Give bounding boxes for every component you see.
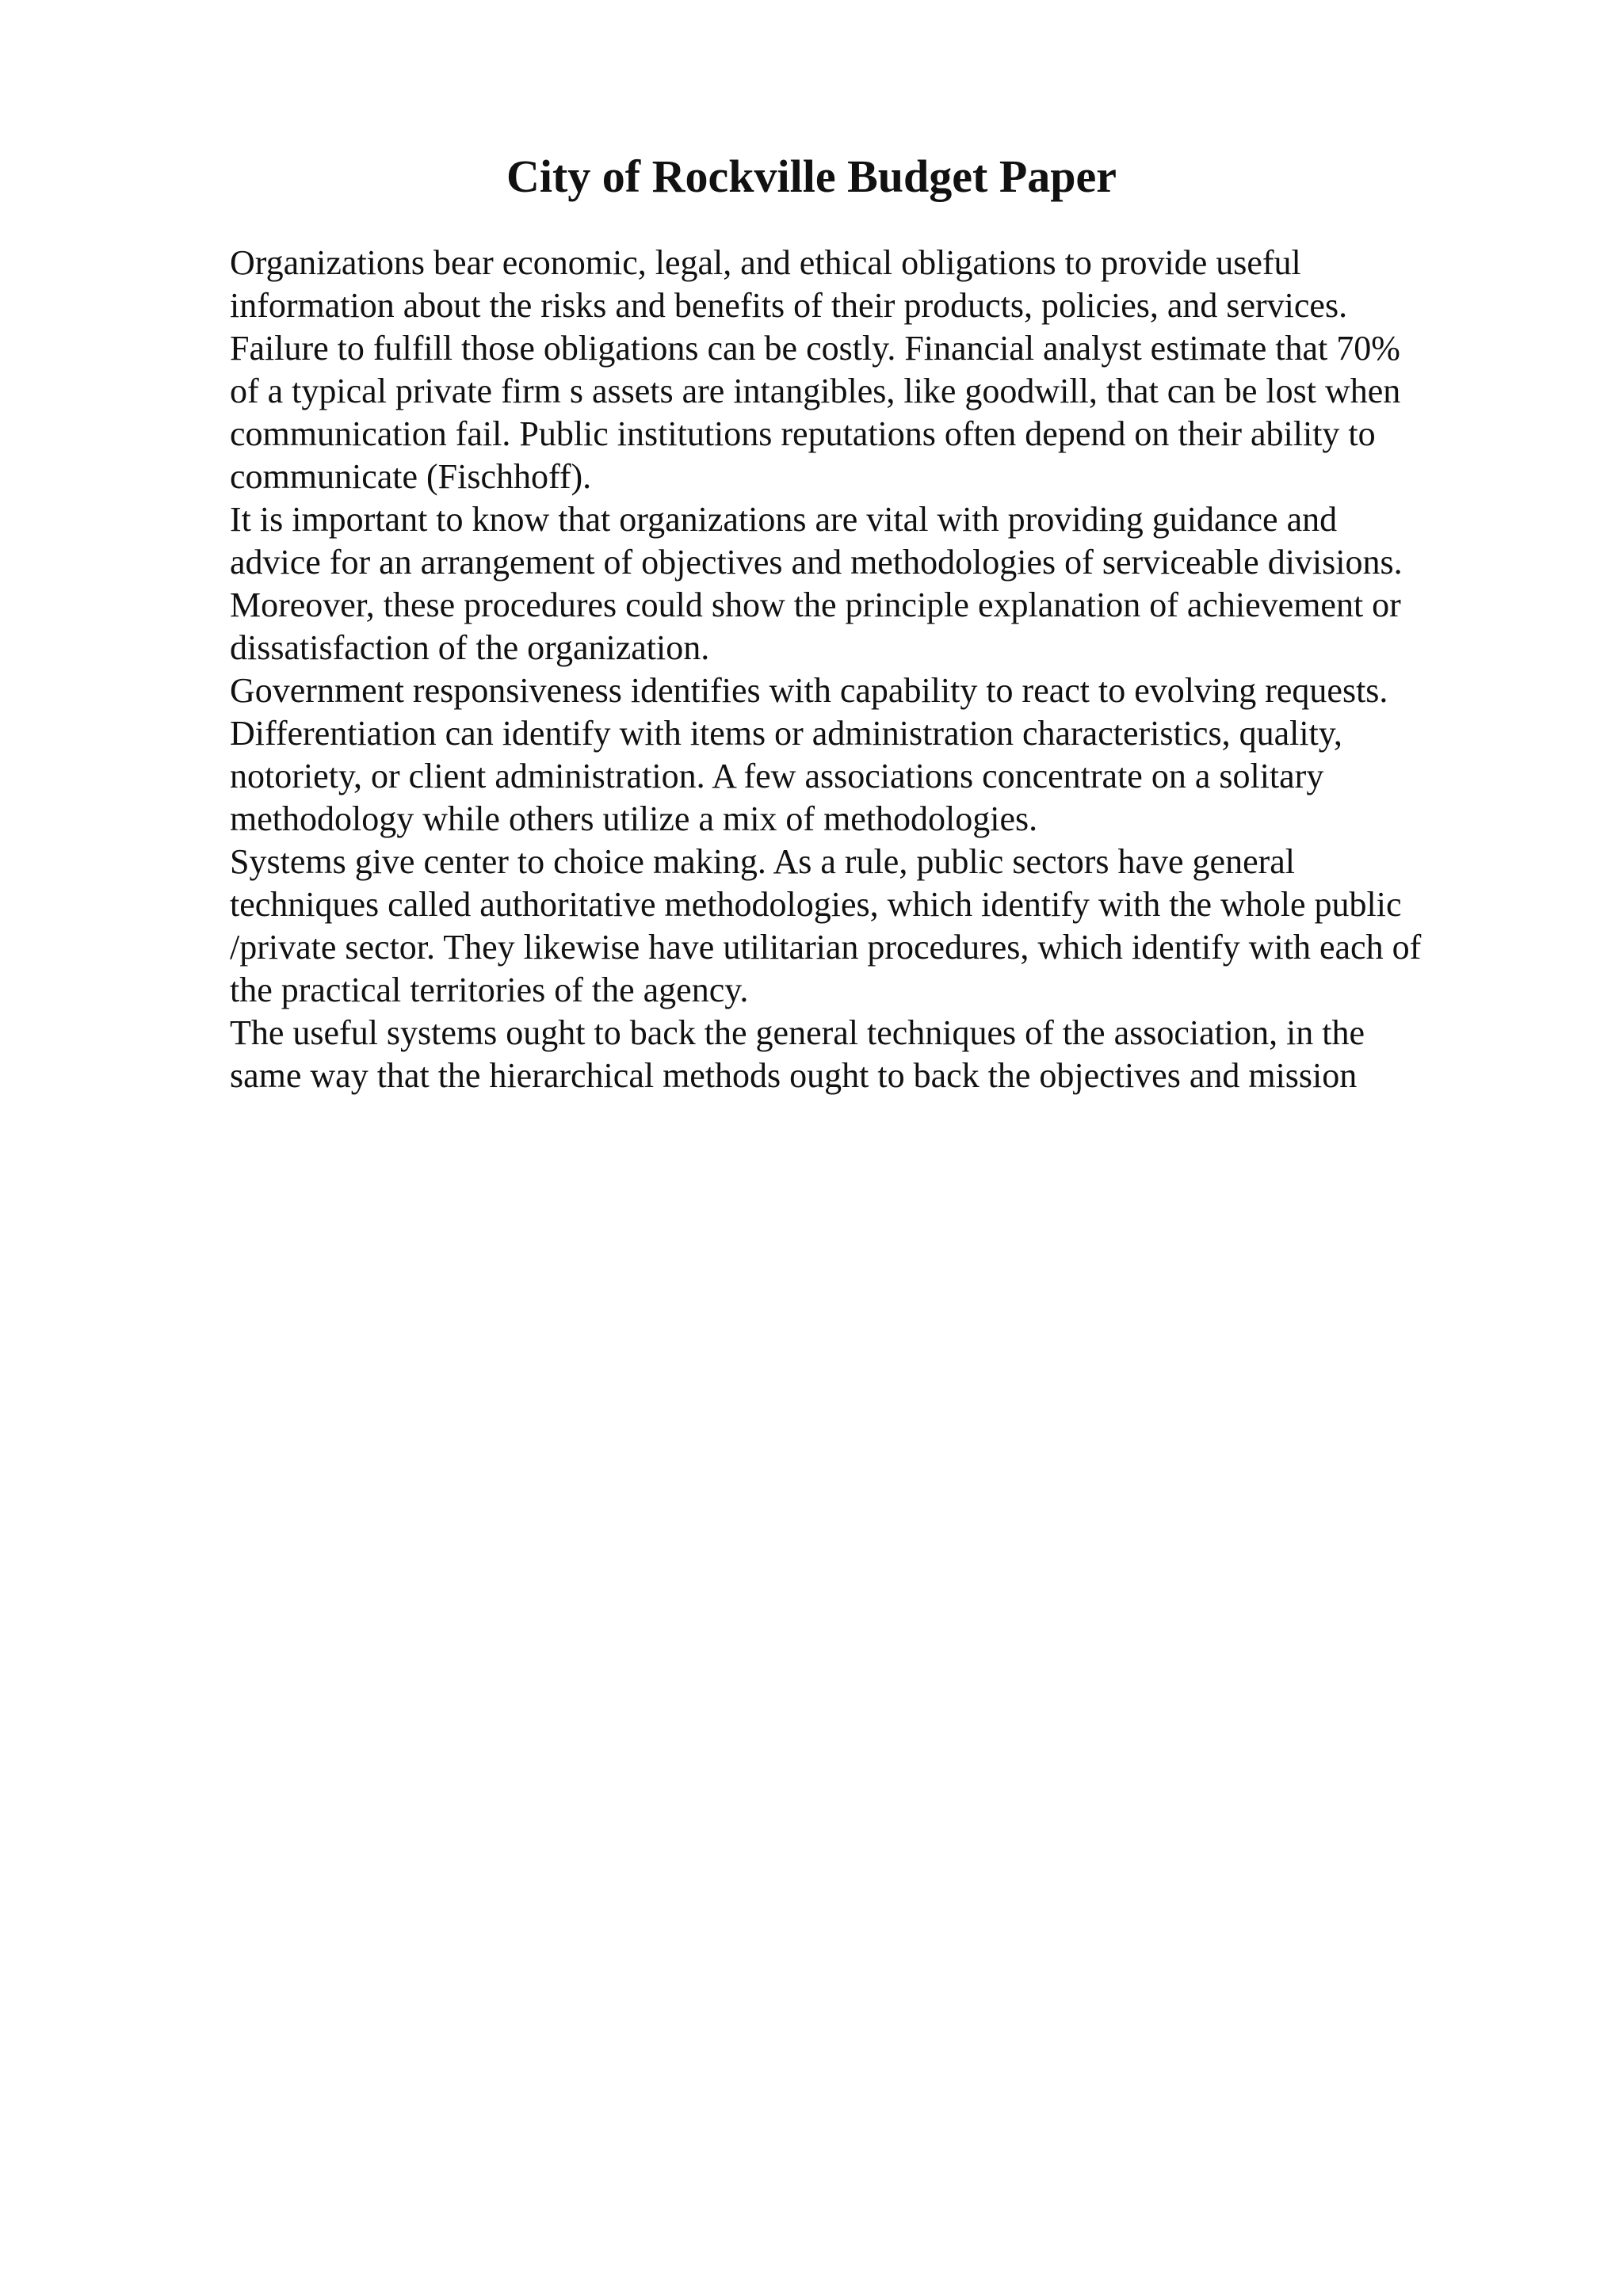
body-line: Systems give center to choice making. As a rule, public sectors have general [230, 842, 1296, 881]
body-line: same way that the hierarchical methods ought to back the objectives and mission [230, 1056, 1358, 1095]
body-line: the practical territories of the agency. [230, 971, 749, 1009]
body-line: Failure to fulfill those obligations can be costly. Financial analyst estimate that 70% [230, 329, 1400, 368]
body-line: notoriety, or client administration. A few associations concentrate on a solitary [230, 757, 1324, 795]
document-title: City of Rockville Budget Paper [506, 151, 1117, 202]
body-line: It is important to know that organizations are vital with providing guidance and [230, 500, 1338, 539]
body-line: methodology while others utilize a mix of methodologies. [230, 799, 1038, 838]
body-line: Organizations bear economic, legal, and ethical obligations to provide useful [230, 243, 1301, 282]
body-line: dissatisfaction of the organization. [230, 628, 710, 667]
body-line: techniques called authoritative methodologies, which identify with the whole public [230, 885, 1402, 924]
document-body [230, 242, 1514, 1097]
body-line: information about the risks and benefits of their products, policies, and services. [230, 286, 1348, 325]
body-line: Government responsiveness identifies with capability to react to evolving requests. [230, 671, 1388, 710]
body-line: The useful systems ought to back the general techniques of the association, in the [230, 1013, 1365, 1052]
body-line: Differentiation can identify with items or administration characteristics, quality, [230, 714, 1342, 753]
body-line: communication fail. Public institutions reputations often depend on their ability to [230, 414, 1376, 453]
body-line: advice for an arrangement of objectives and methodologies of serviceable divisions. [230, 543, 1403, 582]
body-line: Moreover, these procedures could show the principle explanation of achievement or [230, 585, 1401, 624]
body-line: communicate (Fischhoff). [230, 457, 592, 496]
body-line: /private sector. They likewise have utilitarian procedures, which identify with each of [230, 928, 1422, 967]
body-line: of a typical private firm s assets are intangibles, like goodwill, that can be lost when [230, 372, 1401, 410]
